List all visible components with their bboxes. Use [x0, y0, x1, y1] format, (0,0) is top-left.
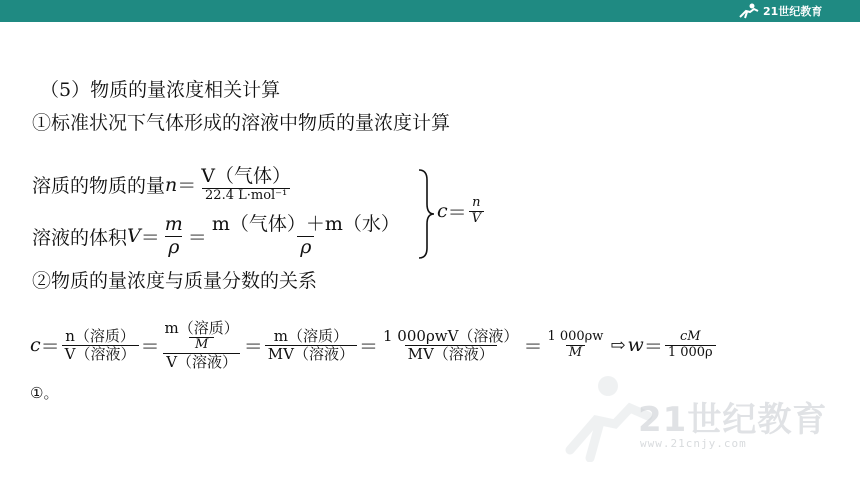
result-lhs: c — [437, 200, 448, 223]
f3-arrow-icon: ⇨ — [610, 334, 626, 356]
header-bar — [0, 0, 860, 22]
section-heading: （5）物质的量浓度相关计算 — [40, 79, 281, 101]
f3-eq2: ＝ — [140, 335, 160, 358]
formula2-f1-num: m — [164, 213, 183, 235]
formula1-label: 溶质的物质的量 — [32, 175, 166, 198]
f3-t2-num-bottom: M — [189, 337, 214, 352]
result-eq: ＝ — [447, 201, 467, 224]
formula2-var: V — [127, 225, 141, 248]
formula1-denominator: 22.4 L·mol⁻¹ — [202, 188, 290, 204]
f3-eq5: ＝ — [523, 335, 543, 358]
f3-t4-num: 1 000ρwV（溶液） — [383, 326, 519, 345]
f3-t6-den: 1 000ρ — [665, 345, 716, 361]
f3-t6-num: cM — [679, 328, 701, 344]
f3-t4-den: MV（溶液） — [405, 345, 497, 363]
formula1-var: n — [165, 173, 178, 196]
f3-eq1: ＝ — [40, 335, 60, 358]
f3-t1-num: n（溶质） — [65, 326, 135, 345]
formula-concentration-mass-fraction — [30, 320, 718, 371]
formula2-eq: ＝ — [140, 226, 160, 249]
formula2-f2-den: ρ — [297, 236, 314, 259]
f3-term5 — [544, 330, 606, 361]
f3-term6 — [665, 330, 716, 361]
result-den: V — [469, 211, 484, 227]
site-logo — [738, 1, 822, 21]
formula1-fraction — [198, 166, 294, 204]
f3-eq4: ＝ — [358, 335, 378, 358]
formula2-fraction1 — [162, 214, 186, 259]
logo-text: 21世纪教育 — [763, 5, 823, 18]
f3-t2-num-top: m（溶质） — [164, 319, 239, 337]
f3-t2-num — [162, 320, 242, 353]
formula-solute-amount — [32, 166, 296, 204]
formula2-f1-den: ρ — [165, 236, 182, 259]
watermark-url: www.21cnjy.com — [640, 437, 747, 450]
formula1-numerator: V（气体） — [201, 165, 292, 187]
formula-solution-volume — [32, 214, 405, 259]
formula2-eq2: ＝ — [187, 226, 207, 249]
formula-concentration — [437, 196, 486, 227]
subheading-mass-fraction: ②物质的量浓度与质量分数的关系 — [32, 270, 318, 292]
f3-t5-den: M — [566, 345, 585, 361]
runner-icon — [738, 3, 760, 19]
result-fraction — [469, 196, 484, 227]
f3-eq3: ＝ — [243, 335, 263, 358]
f3-term2 — [162, 320, 242, 371]
f3-t3-den: MV（溶液） — [265, 345, 357, 363]
result-num: n — [472, 195, 481, 210]
f3-lhs: c — [30, 334, 41, 357]
formula2-f2-num: m（气体）＋m（水） — [211, 213, 400, 235]
footnote: ①。 — [30, 384, 59, 402]
formula1-eq: ＝ — [177, 175, 197, 198]
f3-t2-den: V（溶液） — [163, 353, 240, 371]
f3-t1-den: V（溶液） — [62, 345, 139, 363]
formula2-label: 溶液的体积 — [32, 226, 128, 249]
watermark-text: 21世纪教育 — [638, 400, 828, 440]
formula2-fraction2 — [209, 214, 403, 259]
f3-term1 — [62, 328, 139, 364]
f3-eq6: ＝ — [643, 335, 663, 358]
f3-term3 — [265, 328, 357, 364]
subheading-gas-solution: ①标准状况下气体形成的溶液中物质的量浓度计算 — [32, 112, 451, 134]
f3-w: w — [627, 334, 644, 357]
right-brace-icon — [417, 168, 435, 260]
f3-t5-num: 1 000ρw — [547, 328, 604, 344]
f3-term4 — [380, 328, 521, 364]
f3-t3-num: m（溶质） — [273, 326, 348, 345]
